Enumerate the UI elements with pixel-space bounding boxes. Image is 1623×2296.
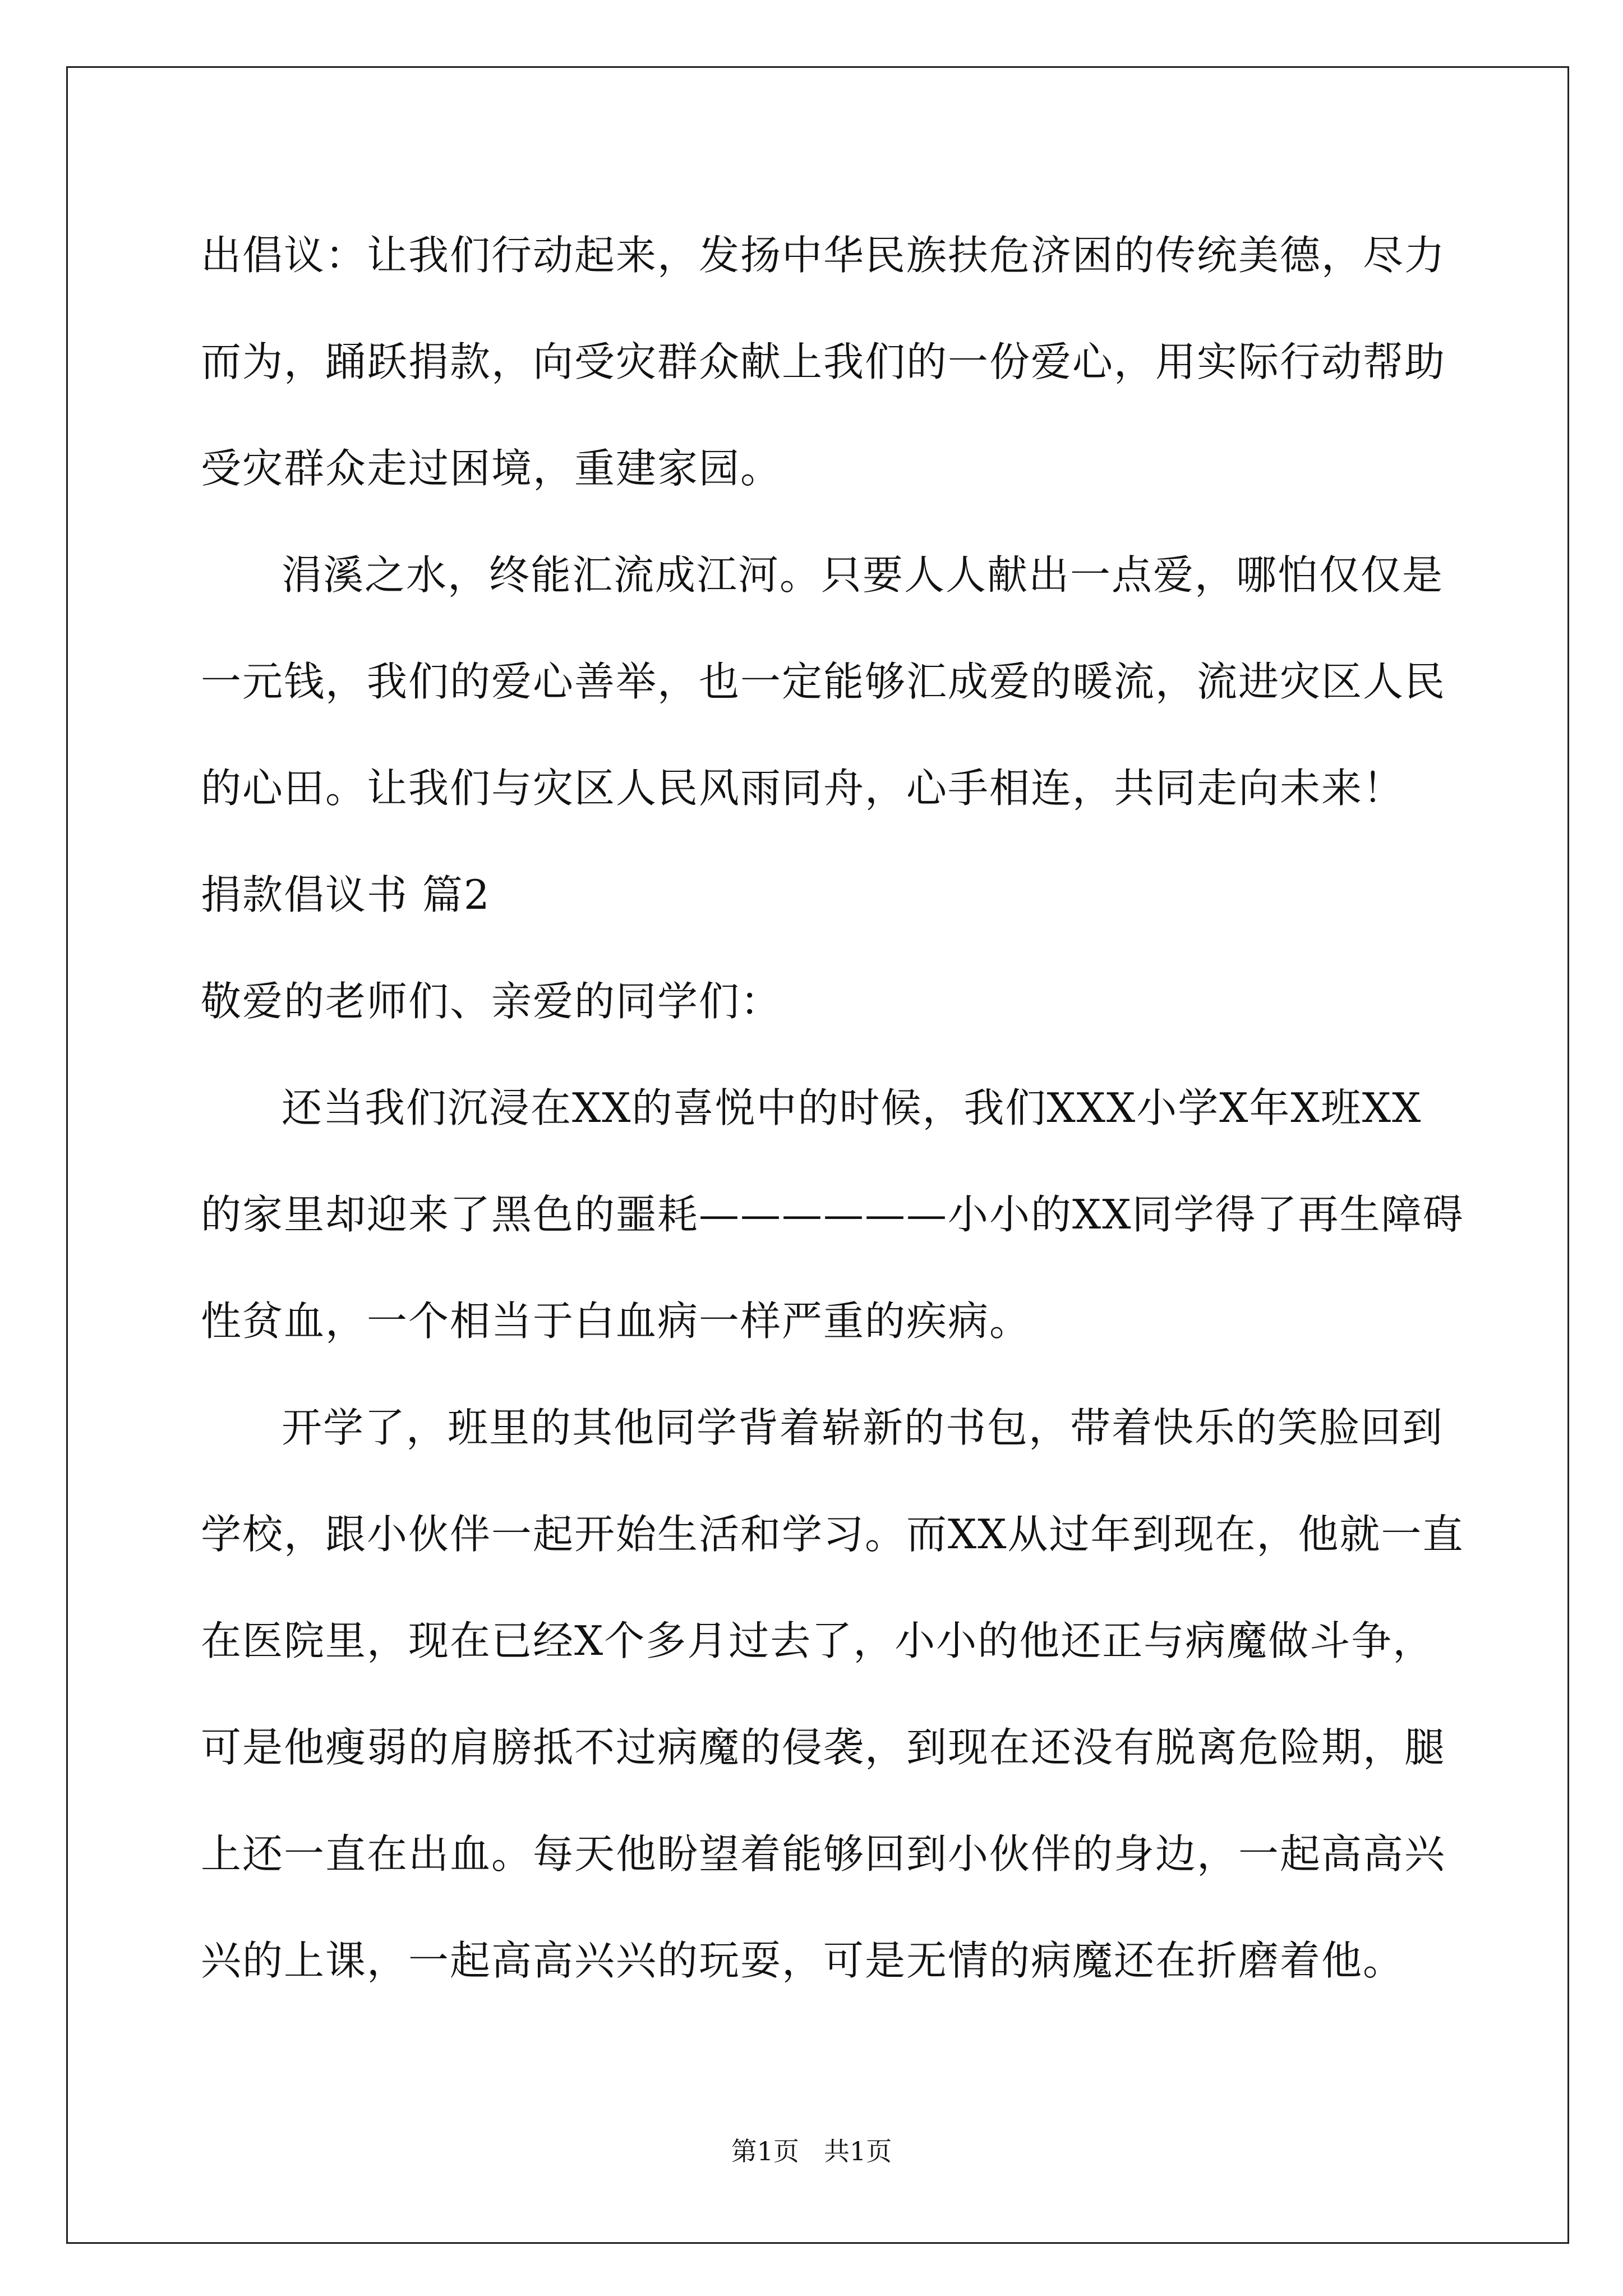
text-line: 性贫血，一个相当于白血病一样严重的疾病。 xyxy=(201,1297,1031,1345)
text-line: 而为，踊跃捐款，向受灾群众献上我们的一份爱心，用实际行动帮助 xyxy=(201,338,1446,385)
text-line: 涓溪之水，终能汇流成江河。只要人人献出一点爱，哪怕仅仅是 xyxy=(282,551,1444,599)
text-line: 上还一直在出血。每天他盼望着能够回到小伙伴的身边，一起高高兴 xyxy=(201,1830,1446,1878)
text-line: 还当我们沉浸在XX的喜悦中的时候，我们XXX小学X年X班XX xyxy=(282,1084,1422,1131)
page-footer xyxy=(0,2134,1623,2168)
text-line: 学校，跟小伙伴一起开始生活和学习。而XX从过年到现在，他就一直 xyxy=(201,1511,1464,1558)
text-line: 开学了，班里的其他同学背着崭新的书包，带着快乐的笑脸回到 xyxy=(282,1404,1444,1451)
document-body xyxy=(201,202,1464,2014)
page-total: 共1页 xyxy=(824,2136,892,2166)
section-heading: 捐款倡议书 篇2 xyxy=(201,871,491,918)
text-line: 的心田。让我们与灾区人民风雨同舟，心手相连，共同走向未来！ xyxy=(201,765,1405,812)
text-line: 兴的上课，一起高高兴兴的玩耍，可是无情的病魔还在折磨着他。 xyxy=(201,1937,1405,1984)
page-number: 第1页 xyxy=(731,2136,799,2166)
text-line: 一元钱，我们的爱心善举，也一定能够汇成爱的暖流，流进灾区人民 xyxy=(201,658,1446,705)
text-line: 受灾群众走过困境，重建家园。 xyxy=(201,445,782,492)
text-line: 在医院里，现在已经X个多月过去了，小小的他还正与病魔做斗争， xyxy=(201,1617,1435,1664)
text-line: 可是他瘦弱的肩膀抵不过病魔的侵袭，到现在还没有脱离危险期，腿 xyxy=(201,1724,1446,1771)
text-line: 的家里却迎来了黑色的噩耗——————小小的XX同学得了再生障碍 xyxy=(201,1191,1464,1238)
text-line: 出倡议：让我们行动起来，发扬中华民族扶危济困的传统美德，尽力 xyxy=(201,232,1446,279)
salutation: 敬爱的老师们、亲爱的同学们： xyxy=(201,978,782,1025)
